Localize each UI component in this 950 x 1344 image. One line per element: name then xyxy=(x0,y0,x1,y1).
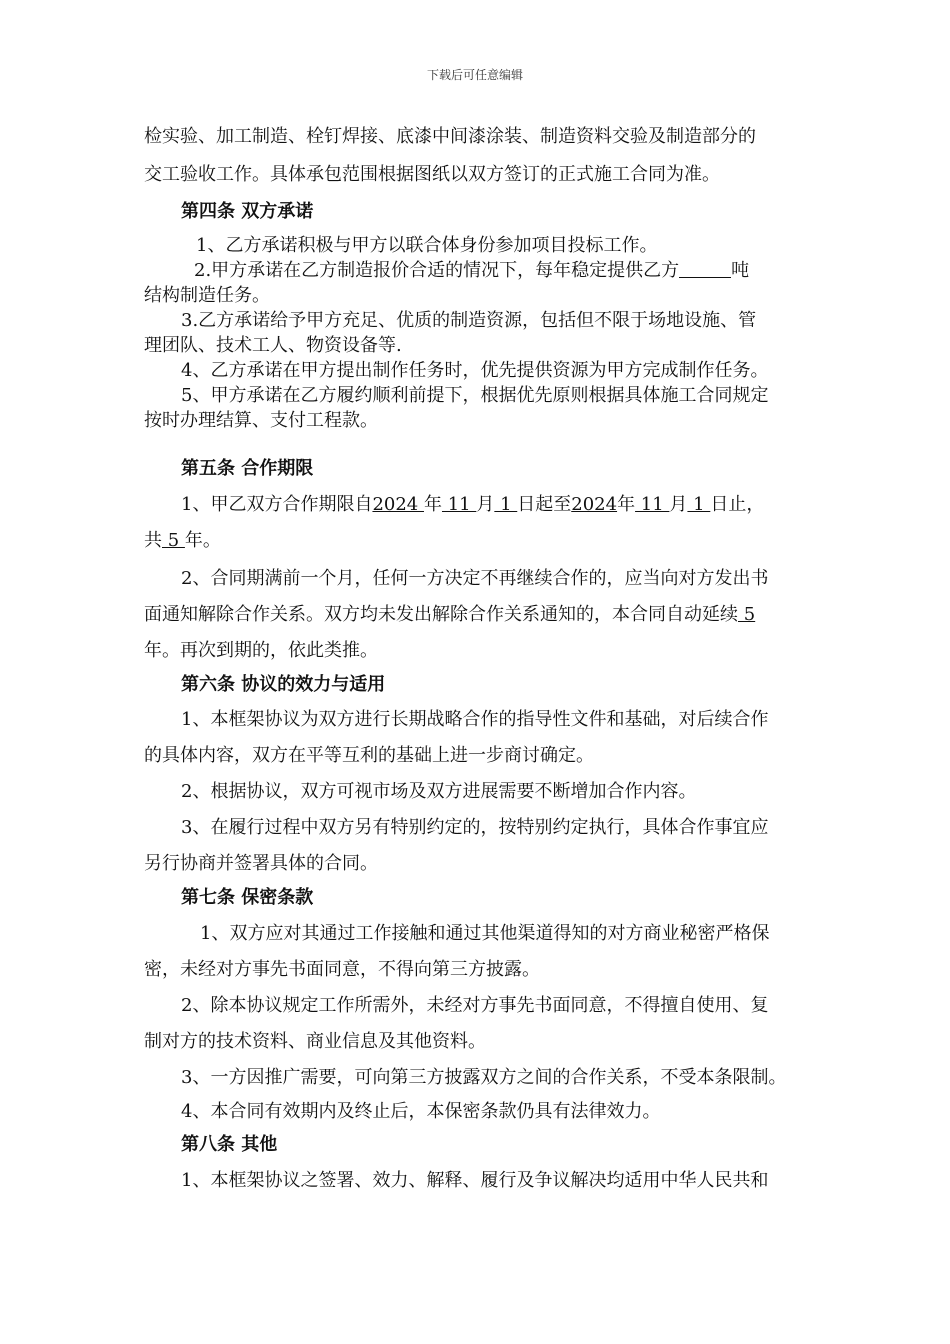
article-6-title: 第六条 协议的效力与适用 xyxy=(181,674,386,695)
art5-clause-2-end: 年。再次到期的，依此类推。 xyxy=(144,640,378,661)
art5-clause-2-cont: 面通知解除合作关系。双方均未发出解除合作关系通知的，本合同自动延续 5 xyxy=(144,604,756,625)
art4-clause-5-cont: 按时办理结算、支付工程款。 xyxy=(144,410,378,431)
article-7-title: 第七条 保密条款 xyxy=(181,887,314,908)
art7-clause-2: 2、除本协议规定工作所需外，未经对方事先书面同意，不得擅自使用、复 xyxy=(181,995,769,1016)
tonnage-blank[interactable] xyxy=(679,259,731,278)
art5-clause-2: 2、合同期满前一个月，任何一方决定不再继续合作的，应当向对方发出书 xyxy=(181,568,769,589)
art5-clause-1-cont: 共 5 年。 xyxy=(144,530,221,551)
art6-clause-3-cont: 另行协商并签署具体的合同。 xyxy=(144,853,378,874)
art6-clause-3: 3、在履行过程中双方另有特别约定的，按特别约定执行，具体合作事宜应 xyxy=(181,817,769,838)
end-day: 1 xyxy=(687,494,711,515)
art7-clause-3: 3、一方因推广需要，可向第三方披露双方之间的合作关系，不受本条限制。 xyxy=(181,1067,787,1088)
start-day: 1 xyxy=(494,494,518,515)
art6-clause-1-cont: 的具体内容，双方在平等互利的基础上进一步商讨确定。 xyxy=(144,745,594,766)
art5-clause-1: 1、甲乙双方合作期限自2024 年 11 月 1 日起至2024年 11 月 1 日止， xyxy=(181,494,765,515)
end-month: 11 xyxy=(635,494,670,515)
article-4-title: 第四条 双方承诺 xyxy=(181,201,314,222)
art7-clause-2-cont: 制对方的技术资料、商业信息及其他资料。 xyxy=(144,1031,486,1052)
art8-clause-1: 1、本框架协议之签署、效力、解释、履行及争议解决均适用中华人民共和 xyxy=(181,1170,769,1191)
art6-clause-1: 1、本框架协议为双方进行长期战略合作的指导性文件和基础，对后续合作 xyxy=(181,709,769,730)
art4-clause-5: 5、甲方承诺在乙方履约顺利前提下，根据优先原则根据具体施工合同规定 xyxy=(181,385,769,406)
art7-clause-1-cont: 密，未经对方事先书面同意，不得向第三方披露。 xyxy=(144,959,540,980)
art4-clause-3-cont: 理团队、技术工人、物资设备等. xyxy=(144,335,402,356)
art4-clause-4: 4、乙方承诺在甲方提出制作任务时，优先提供资源为甲方完成制作任务。 xyxy=(181,360,769,381)
page-header: 下载后可任意编辑 xyxy=(426,68,523,82)
term-years: 5 xyxy=(162,530,185,551)
intro-line-1: 检实验、加工制造、栓钉焊接、底漆中间漆涂装、制造资料交验及制造部分的 xyxy=(144,126,756,147)
article-8-title: 第八条 其他 xyxy=(181,1134,278,1155)
art7-clause-4: 4、本合同有效期内及终止后，本保密条款仍具有法律效力。 xyxy=(181,1101,661,1122)
article-5-title: 第五条 合作期限 xyxy=(181,458,314,479)
art7-clause-1: 1、双方应对其通过工作接触和通过其他渠道得知的对方商业秘密严格保 xyxy=(200,923,770,944)
end-year: 2024 xyxy=(571,494,618,515)
art4-clause-2-cont: 结构制造任务。 xyxy=(144,285,270,306)
art4-clause-3: 3.乙方承诺给予甲方充足、优质的制造资源，包括但不限于场地设施、管 xyxy=(181,310,757,331)
art6-clause-2: 2、根据协议，双方可视市场及双方进展需要不断增加合作内容。 xyxy=(181,781,697,802)
art4-clause-1: 1、乙方承诺积极与甲方以联合体身份参加项目投标工作。 xyxy=(196,235,658,256)
start-year: 2024 xyxy=(372,494,424,515)
intro-line-2: 交工验收工作。具体承包范围根据图纸以双方签订的正式施工合同为准。 xyxy=(144,164,720,185)
start-month: 11 xyxy=(441,494,477,515)
art4-clause-2: 2.甲方承诺在乙方制造报价合适的情况下，每年稳定提供乙方 吨 xyxy=(194,260,750,281)
renewal-years: 5 xyxy=(738,604,756,625)
